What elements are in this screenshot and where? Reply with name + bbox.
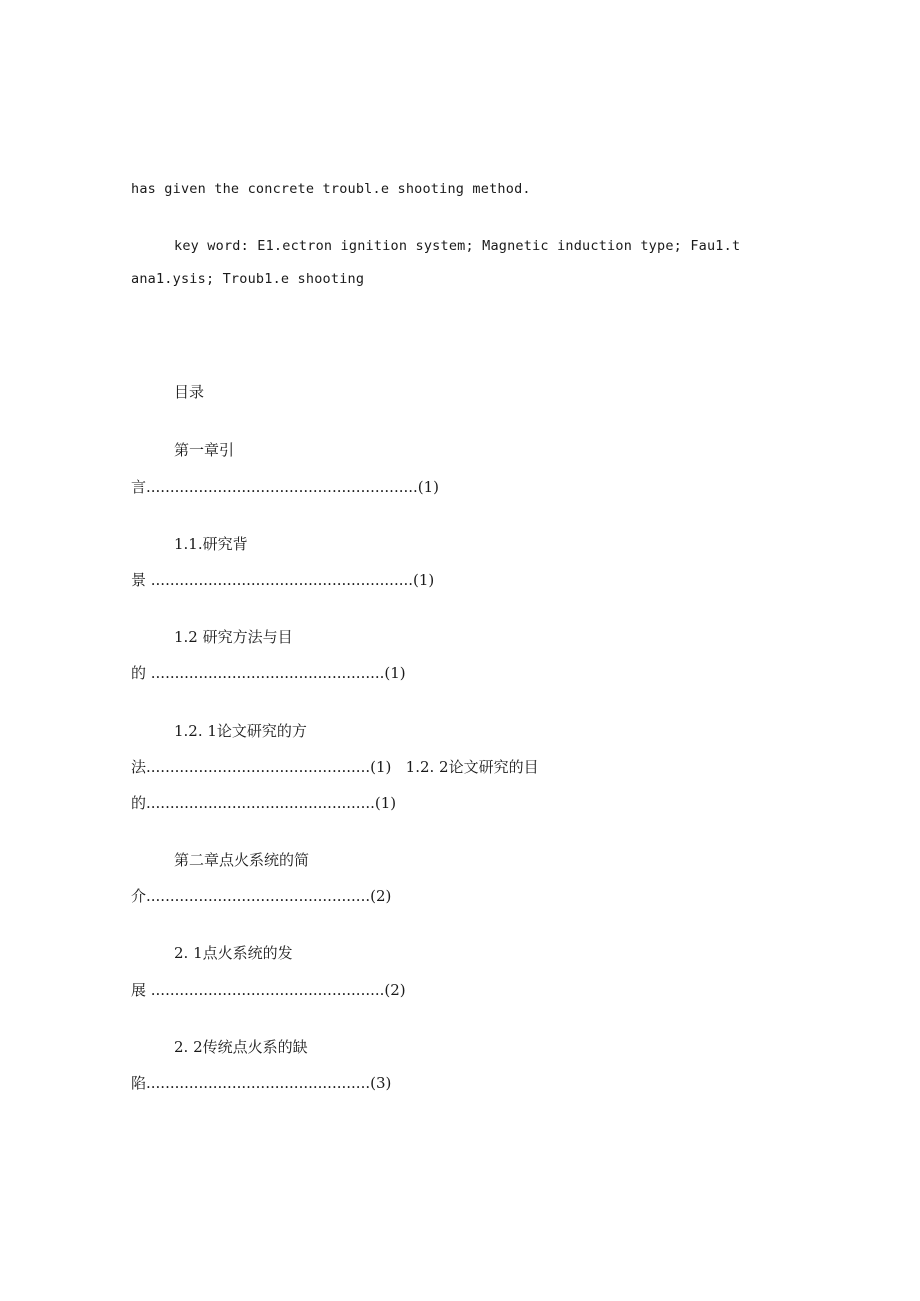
toc-entry-head: 1.2. 1论文研究的方 <box>174 722 307 740</box>
keywords-line-2: ana1.ysis; Troub1.e shooting <box>131 271 365 287</box>
toc-entry-head: 1.1.研究背 <box>174 535 248 553</box>
toc-entry-head: 2. 2传统点火系的缺 <box>174 1038 308 1056</box>
toc-entry-tail: 法...............................................(1) 1.2. 2论文研究的目 <box>131 758 539 776</box>
toc-entry-tail: 言.........................................................(1) <box>131 478 440 496</box>
toc-entry-tail: 介...............................................(2) <box>131 887 392 905</box>
toc-entry-tail: 景 .......................................................(1) <box>131 571 435 589</box>
abstract-line: has given the concrete troubl.e shooting method. <box>131 181 531 197</box>
toc-entry-head: 2. 1点火系统的发 <box>174 944 293 962</box>
toc-entry-head: 1.2 研究方法与目 <box>174 628 293 646</box>
toc-entry-tail: 陷...............................................(3) <box>131 1074 392 1092</box>
toc-title: 目录 <box>174 383 205 401</box>
keywords-line-1: key word: E1.ectron ignition system; Magnetic induction type; Fau1.t <box>174 238 741 254</box>
toc-entry-head: 第一章引 <box>174 441 235 459</box>
toc-entry-tail: 的 .................................................(1) <box>131 664 406 682</box>
toc-entry-tail: 展 .................................................(2) <box>131 981 406 999</box>
toc-entry-tail: 的................................................(1) <box>131 794 397 812</box>
toc-entry-head: 第二章点火系统的简 <box>174 851 310 869</box>
